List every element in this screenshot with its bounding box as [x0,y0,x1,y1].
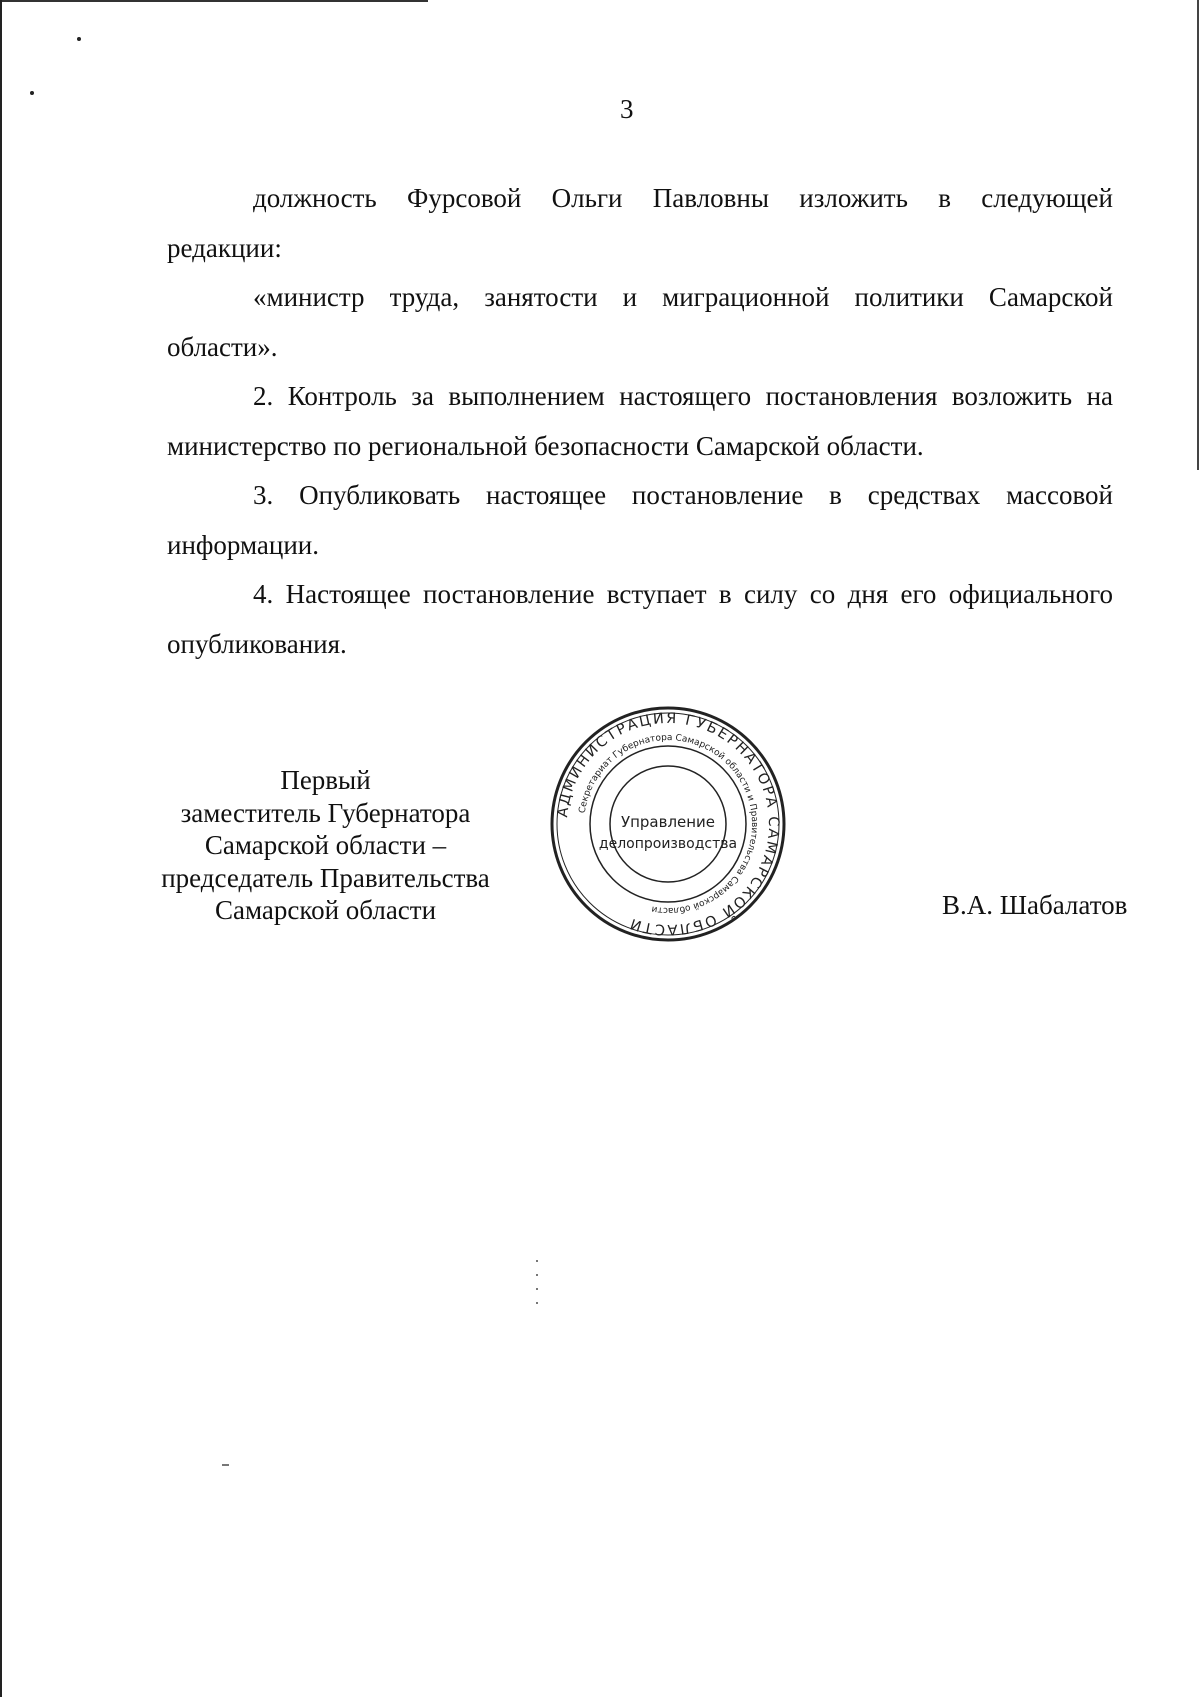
signatory-name: В.А. Шабалатов [942,890,1128,920]
paragraph-line: редакции: [167,232,282,263]
paragraph-line: должность Фурсовой Ольги Павловны изложить в следующей [253,183,1113,213]
scan-speck [30,91,34,95]
scan-dot [536,1260,538,1262]
paragraph-publish: 3. Опубликовать настоящее постановление в средствах массовой информации. [167,480,1113,560]
paragraph-line: области». [167,331,278,362]
page-number: 3 [620,94,634,124]
position-line: председатель Правительства [161,862,490,893]
left-page-edge [0,0,2,1697]
paragraph-line: «министр труда, занятости и миграционной политики Самарской [253,282,1113,312]
paragraph-control: 2. Контроль за выполнением настоящего постановления возложить на министерство по региональной безопасности Самарской области. [167,381,1113,461]
paragraph-effective: 4. Настоящее постановление вступает в силу со дня его официального опубликования. [167,579,1113,659]
seal-center-line: Управление [620,813,716,831]
scan-dash [222,1464,229,1466]
document-body [167,174,1113,669]
seal-inner-text: Секретариат Губернатора Самарской области и Правительства Самарской области [577,732,760,916]
position-line: заместитель Губернатора [180,797,471,828]
seal-graphic [548,704,788,944]
scan-dot [536,1274,538,1276]
seal-outer-text: АДМИНИСТРАЦИЯ ГУБЕРНАТОРА САМАРСКОЙ ОБЛАСТИ [555,710,782,938]
official-seal [548,704,788,944]
position-line: Первый [280,765,371,795]
scan-dot [536,1288,538,1290]
right-page-edge [1197,0,1199,470]
signatory-position [148,764,503,927]
seal-center-line: делопроизводства [598,836,738,852]
top-rule [0,0,428,2]
scan-speck [77,37,81,41]
position-line: Самарской области [214,895,437,925]
scan-dot [536,1302,538,1304]
position-line: Самарской области – [204,830,447,860]
